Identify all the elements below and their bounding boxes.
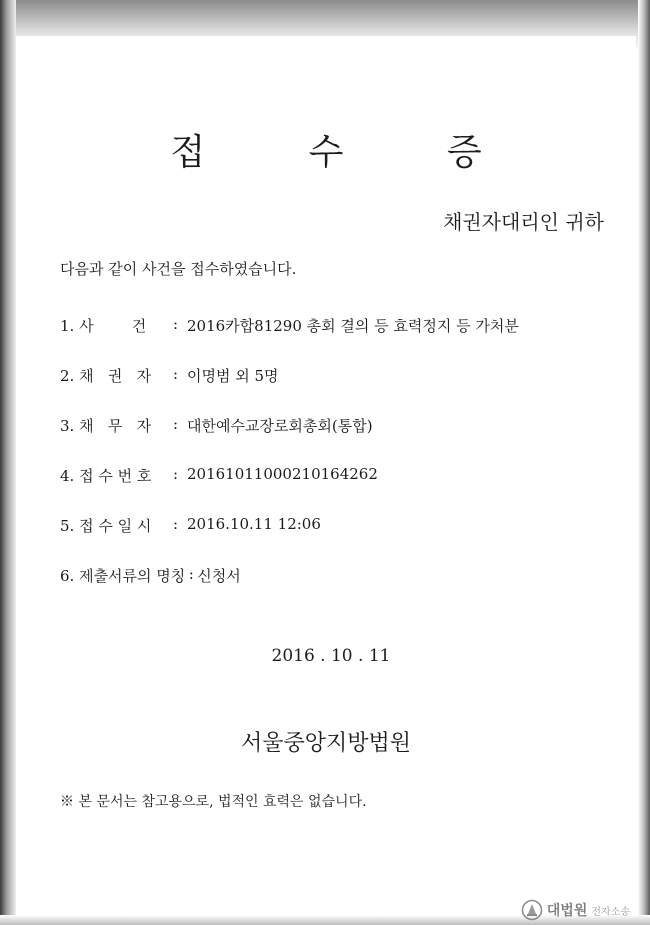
scan-border-right xyxy=(638,0,650,925)
detail-label: 5. 접 수 일 시 xyxy=(60,517,152,535)
detail-value: 2016.10.11 12:06 xyxy=(187,515,321,533)
court-name: 서울중앙지방법원 xyxy=(240,731,412,756)
detail-receipt-number xyxy=(60,465,519,489)
detail-case xyxy=(60,315,519,339)
scan-border-left xyxy=(0,0,16,925)
detail-colon: : xyxy=(173,365,179,383)
detail-colon: : xyxy=(173,465,179,483)
detail-colon: : xyxy=(173,315,179,333)
addressee: 채권자대리인 귀하 xyxy=(443,210,604,234)
detail-receipt-datetime xyxy=(60,515,519,539)
document-page xyxy=(16,36,636,916)
detail-debtor xyxy=(60,415,519,439)
detail-value: 20161011000210164262 xyxy=(187,465,378,483)
logo-subtext: 전자소송 xyxy=(591,906,630,918)
detail-label: 2. 채 권 자 xyxy=(60,367,152,385)
detail-colon: : xyxy=(173,515,179,533)
issue-date: 2016 . 10 . 11 xyxy=(271,646,391,666)
disclaimer-notice: ※ 본 문서는 참고용으로, 법적인 효력은 없습니다. xyxy=(60,794,367,810)
detail-value: 대한예수교장로회총회(통합) xyxy=(187,417,373,435)
detail-label: 6. 제출서류의 명칭 xyxy=(60,567,186,585)
logo-text: 대법원 xyxy=(546,903,588,919)
intro-text: 다음과 같이 사건을 접수하였습니다. xyxy=(60,260,297,278)
detail-colon: : xyxy=(173,415,179,433)
detail-label: 3. 채 무 자 xyxy=(60,417,152,435)
detail-colon: : xyxy=(188,565,194,583)
case-details-list xyxy=(60,315,519,615)
detail-label: 4. 접 수 번 호 xyxy=(60,467,152,485)
detail-value: 이명범 외 5명 xyxy=(187,367,279,385)
footer-logo xyxy=(521,899,630,921)
document-title: 접 수 증 xyxy=(170,132,528,173)
detail-value: 신청서 xyxy=(197,567,241,585)
supreme-court-emblem-icon xyxy=(521,899,543,921)
detail-value: 2016카합81290 총회 결의 등 효력정지 등 가처분 xyxy=(187,317,519,335)
detail-document-name xyxy=(60,565,519,589)
detail-label: 1. 사 건 xyxy=(60,317,147,335)
detail-creditor xyxy=(60,365,519,389)
